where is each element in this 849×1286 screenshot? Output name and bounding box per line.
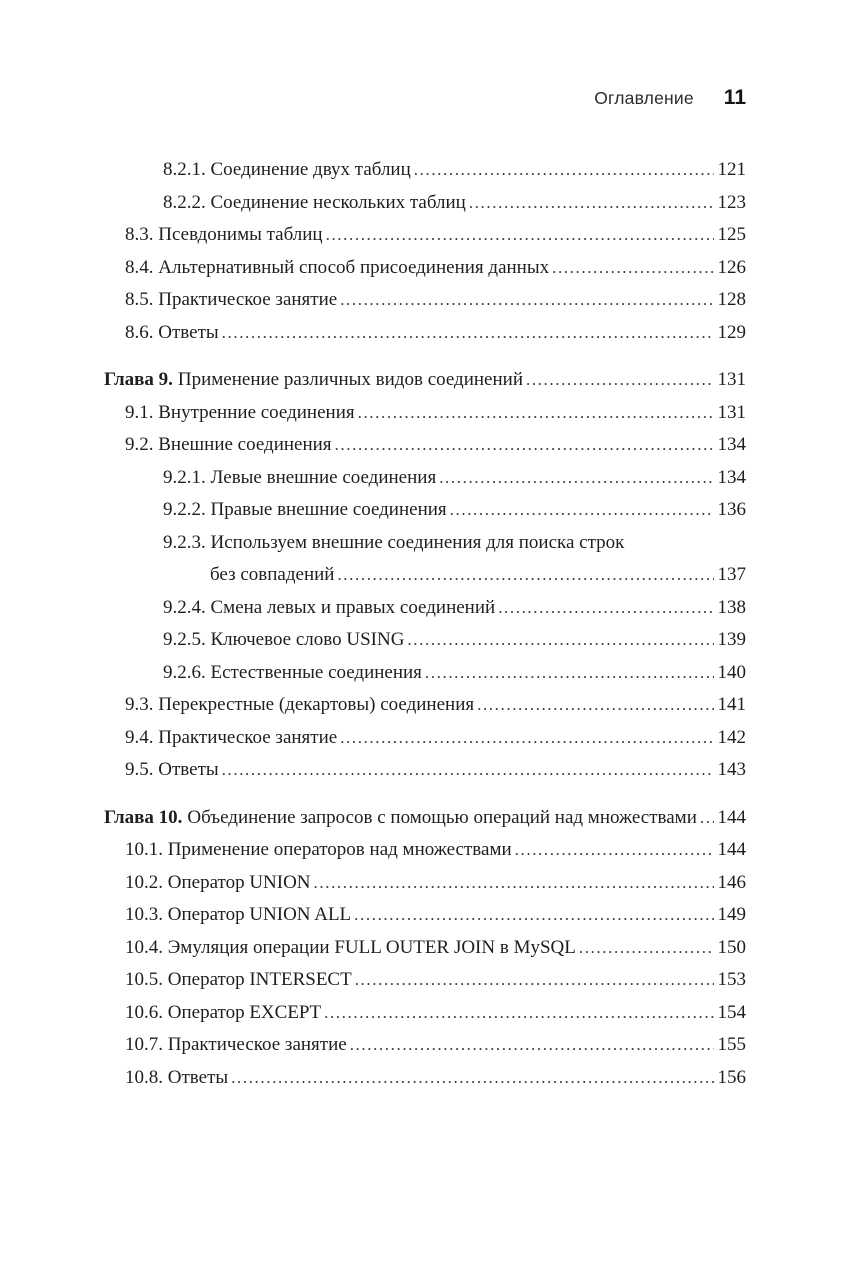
toc-entry-title: 10.1. Применение операторов над множествами [125, 839, 512, 860]
toc-entry-page: 137 [717, 564, 746, 585]
toc-entry [104, 284, 746, 317]
toc-entry-title: 9.2. Внешние соединения [125, 434, 332, 455]
toc-entry-page: 131 [717, 369, 746, 390]
toc-entry [104, 252, 746, 285]
toc-leader-dots [358, 397, 714, 430]
toc-entry-title: 8.3. Псевдонимы таблиц [125, 224, 323, 245]
toc-leader-dots [314, 867, 714, 900]
toc-entry-page: 141 [717, 694, 746, 715]
toc-entry-page: 131 [717, 401, 746, 423]
toc-entry-page: 144 [717, 839, 746, 860]
toc-entry [104, 317, 746, 350]
toc-entry-title: 9.5. Ответы [125, 759, 219, 780]
toc-chapter-entry [104, 802, 746, 835]
toc-entry [104, 932, 746, 965]
toc-chapter-label: Глава 10. [104, 806, 183, 828]
toc-chapter-entry [104, 364, 746, 397]
toc-entry-page: 156 [717, 1066, 746, 1088]
toc-entry [104, 834, 746, 867]
toc-entry-page: 143 [717, 759, 746, 780]
toc-leader-dots [355, 964, 714, 997]
toc-entry-title: 9.2.6. Естественные соединения [163, 661, 422, 683]
toc-entry-title: 10.2. Оператор UNION [125, 871, 311, 893]
toc-entry [104, 722, 746, 755]
toc-entry-page: 138 [717, 596, 746, 618]
toc-entry-page: 125 [717, 224, 746, 245]
toc-leader-dots [337, 559, 713, 592]
toc-entry-page: 146 [717, 871, 746, 893]
toc-entry-title: 8.2.2. Соединение нескольких таблиц [163, 191, 466, 213]
toc-entry [104, 657, 746, 690]
toc-entry-page: 139 [717, 629, 746, 650]
toc-leader-dots [324, 997, 713, 1030]
toc-entry [104, 462, 746, 495]
toc-leader-dots [326, 219, 714, 252]
page-number: 11 [723, 86, 746, 109]
toc-leader-dots [477, 689, 713, 722]
toc-entry-title: Глава 9. Применение различных видов соединений [104, 369, 523, 390]
toc-entry-title: 8.6. Ответы [125, 321, 219, 343]
toc-leader-dots [579, 932, 714, 965]
toc-entry [104, 154, 746, 187]
toc-entry-page: 129 [717, 321, 746, 343]
toc-leader-dots [526, 364, 714, 397]
toc-entry [104, 219, 746, 252]
toc-entry-title: Глава 10. Объединение запросов с помощью операций над множествами [104, 806, 697, 828]
toc-entry-title: 10.4. Эмуляция операции FULL OUTER JOIN в MySQL [125, 936, 576, 958]
toc-entry [104, 964, 746, 997]
toc-entry [104, 429, 746, 462]
toc-leader-dots [469, 187, 714, 220]
toc-entry [104, 867, 746, 900]
toc-leader-dots [231, 1062, 713, 1095]
toc-entry-title: 9.2.3. Используем внешние соединения для поиска строк [163, 531, 625, 553]
toc-entry-title: 9.2.2. Правые внешние соединения [163, 499, 447, 520]
toc-entry-title: 9.2.1. Левые внешние соединения [163, 466, 437, 488]
toc-chapter-label: Глава 9. [104, 369, 173, 390]
toc-entry [104, 527, 746, 592]
toc-entry [104, 1029, 746, 1062]
toc-entry-title: 10.5. Оператор INTERSECT [125, 969, 352, 990]
toc-entry-title: 8.5. Практическое занятие [125, 289, 338, 310]
toc-leader-dots [350, 1029, 714, 1062]
toc-entry [104, 754, 746, 787]
toc-entry-page: 128 [717, 289, 746, 310]
running-head-title: Оглавление [594, 88, 694, 108]
toc-entry-page: 150 [717, 936, 746, 958]
toc-entry-page: 155 [717, 1034, 746, 1055]
toc-entry [104, 187, 746, 220]
book-page [0, 86, 849, 1286]
toc-entry-page: 142 [717, 726, 746, 748]
toc-entry-title: 9.3. Перекрестные (декартовы) соединения [125, 694, 475, 715]
toc-entry [104, 624, 746, 657]
toc-entry-title: 10.6. Оператор EXCEPT [125, 1001, 322, 1023]
toc-leader-dots [425, 657, 714, 690]
toc-leader-dots [340, 284, 713, 317]
toc-entry-page: 136 [717, 499, 746, 520]
toc-entry-page: 144 [717, 806, 746, 828]
toc-entry-title: 10.7. Практическое занятие [125, 1034, 347, 1055]
toc-entry-page: 140 [717, 661, 746, 683]
toc-leader-dots [450, 494, 714, 527]
toc-entry [104, 494, 746, 527]
toc-entry-title: 8.4. Альтернативный способ присоединения данных [125, 256, 550, 278]
toc-entry-page: 153 [717, 969, 746, 990]
toc-entry [104, 899, 746, 932]
toc-leader-dots [354, 899, 713, 932]
toc-leader-dots [335, 429, 714, 462]
toc-entry [104, 997, 746, 1030]
toc-entry-title: 9.2.5. Ключевое слово USING [163, 629, 405, 650]
toc-leader-dots [222, 754, 714, 787]
toc-entry-title: 8.2.1. Соединение двух таблиц [163, 159, 411, 180]
toc-leader-dots [439, 462, 713, 495]
toc-entry-title: 10.8. Ответы [125, 1066, 229, 1088]
toc-entry-page: 154 [717, 1001, 746, 1023]
toc-entry-title: 9.2.4. Смена левых и правых соединений [163, 596, 496, 618]
toc-entry-page: 149 [717, 904, 746, 925]
toc-entry-title-continuation: без совпадений [210, 564, 335, 585]
toc-entry-page: 121 [717, 159, 746, 180]
toc-leader-dots [222, 317, 714, 350]
toc-list [104, 154, 746, 1094]
toc-entry-title: 9.1. Внутренние соединения [125, 401, 355, 423]
toc-entry-page: 123 [717, 191, 746, 213]
toc-leader-dots [700, 802, 714, 835]
toc-leader-dots [498, 592, 713, 625]
toc-entry [104, 689, 746, 722]
toc-entry [104, 592, 746, 625]
toc-leader-dots [552, 252, 713, 285]
page-header [104, 86, 746, 110]
toc-entry-title: 10.3. Оператор UNION ALL [125, 904, 352, 925]
toc-entry [104, 397, 746, 430]
toc-entry [104, 1062, 746, 1095]
toc-entry-page: 134 [717, 434, 746, 455]
toc-leader-dots [515, 834, 714, 867]
toc-leader-dots [414, 154, 714, 187]
toc-entry-page: 126 [717, 256, 746, 278]
toc-leader-dots [407, 624, 713, 657]
toc-leader-dots [340, 722, 713, 755]
toc-entry-title: 9.4. Практическое занятие [125, 726, 338, 748]
toc-entry-page: 134 [717, 466, 746, 488]
